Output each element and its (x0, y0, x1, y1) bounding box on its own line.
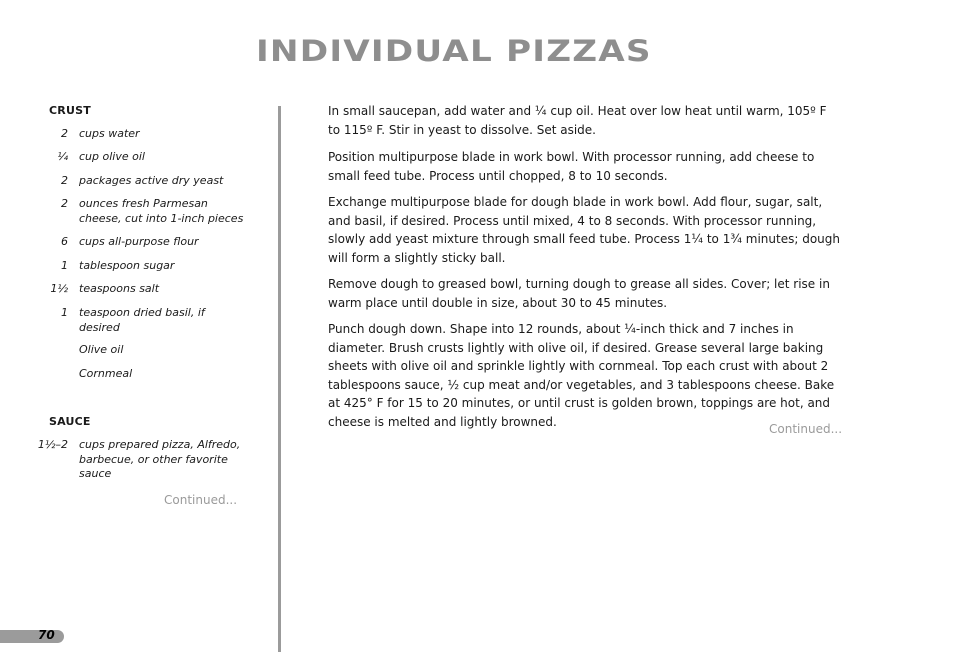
right-continued-note: Continued... (769, 422, 843, 436)
ingredient-qty: 2 (61, 197, 68, 210)
ingredient-desc: ounces fresh Parmesan cheese, cut into 1-inch pieces (79, 197, 244, 225)
ingredient-desc: teaspoon dried basil, if desired (79, 306, 205, 334)
ingredient-qty: 1 (61, 259, 68, 272)
sauce-heading: SAUCE (49, 415, 91, 428)
ingredient-qty: ¼ (57, 150, 68, 163)
ingredient-qty: 1 (61, 306, 68, 319)
ingredient-desc: Olive oil (79, 343, 124, 356)
ingredient-desc: tablespoon sugar (79, 259, 175, 272)
direction-paragraph: Punch dough down. Shape into 12 rounds, about ¼-inch thick and 7 inches in diameter. Brush crusts lightly with olive oil, if desired. Grease several large baking sheets with olive oil and sprinkle lightly with cornmeal. Top each crust with about 2 tablespoons sauce, ½ cup meat and/or vegetables, and 3 tablespoons cheese. Bake at 425° F for 15 to 20 minutes, or until crust is golden brown, toppings are hot, and cheese is melted and lightly browned. (328, 322, 835, 429)
ingredient-desc: Cornmeal (79, 367, 133, 380)
ingredient-qty: 1½ (50, 282, 68, 295)
ingredient-desc: cups prepared pizza, Alfredo, barbecue, or other favorite sauce (79, 438, 241, 480)
direction-paragraph: Exchange multipurpose blade for dough blade in work bowl. Add flour, sugar, salt, and basil, if desired. Process until mixed, 4 to 8 seconds. With processor running, slowly add yeast mixture through small feed tube. Process 1¼ to 1¾ minutes; dough will form a slightly sticky ball. (328, 195, 840, 265)
column-divider (278, 106, 281, 652)
left-continued-note: Continued... (164, 493, 238, 507)
crust-heading: CRUST (49, 104, 91, 117)
ingredient-qty: 2 (61, 174, 68, 187)
page-number: 70 (38, 628, 55, 642)
ingredient-desc: cup olive oil (79, 150, 145, 163)
ingredient-desc: cups water (79, 127, 140, 140)
ingredient-qty: 6 (61, 235, 68, 248)
ingredient-desc: cups all-purpose flour (79, 235, 199, 248)
ingredient-desc: teaspoons salt (79, 282, 160, 295)
ingredient-desc: packages active dry yeast (79, 174, 224, 187)
direction-paragraph: In small saucepan, add water and ¼ cup oil. Heat over low heat until warm, 105º F to 115º F. Stir in yeast to dissolve. Set aside. (328, 104, 827, 137)
direction-paragraph: Remove dough to greased bowl, turning dough to grease all sides. Cover; let rise in warm place until double in size, about 30 to 45 minutes. (328, 277, 830, 310)
ingredient-qty: 1½–2 (37, 438, 68, 451)
page-title: INDIVIDUAL PIZZAS (256, 34, 652, 68)
direction-paragraph: Position multipurpose blade in work bowl. With processor running, add cheese to small feed tube. Process until chopped, 8 to 10 seconds. (328, 150, 815, 183)
ingredient-qty: 2 (61, 127, 68, 140)
